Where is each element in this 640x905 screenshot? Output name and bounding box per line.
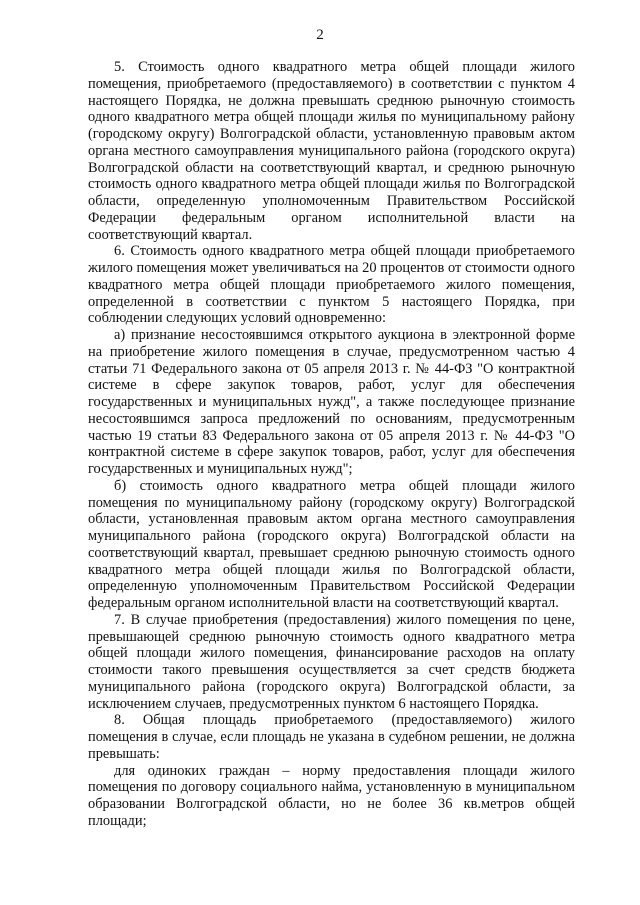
paragraph-8-area-limit: 8. Общая площадь приобретаемого (предоставляемого) жилого помещения в случае, если площадь не указана в судебном решении, не должна превышать:: [88, 712, 575, 762]
page-number: 2: [316, 27, 324, 43]
document-body: [88, 59, 575, 830]
paragraph-6a-auction-condition: а) признание несостоявшимся открытого аукциона в электронной форме на приобретение жилого помещения в случае, предусмотренном частью 4 статьи 71 Федерального закона от 05 апреля 2013 г. № 44-ФЗ "О контрактной системе в сфере закупок товаров, работ, услуг для обеспечения государственных и муниципальных нужд", а также последующее признание несостоявшимся запроса предложений по основаниям, предусмотренным частью 19 статьи 83 Федерального закона от 05 апреля 2013 г. № 44-ФЗ "О контрактной системе в сфере закупок товаров, работ, услуг для обеспечения государственных и муниципальных нужд";: [88, 327, 575, 477]
paragraph-5-market-price-limit: 5. Стоимость одного квадратного метра общей площади жилого помещения, приобретаемого (предоставляемого) в соответствии с пунктом 4 настоящего Порядка, не должна превышать среднюю рыночную стоимость одного квадратного метра общей площади жилья по муниципальному району (городскому округу) Волгоградской области, установленную правовым актом органа местного самоуправления муниципального района (городского округа) Волгоградской области на соответствующий квартал, и среднюю рыночную стоимость одного квадратного метра общей площади жилья по Волгоградской области, определенную уполномоченным Правительством Российской Федерации федеральным органом исполнительной власти на соответствующий квартал.: [88, 59, 575, 243]
paragraph-6b-cost-condition: б) стоимость одного квадратного метра общей площади жилого помещения по муниципальному району (городскому округу) Волгоградской области, установленная правовым актом органа местного самоуправления муниципального района (городского округа) Волгоградской области на соответствующий квартал, превышает среднюю рыночную стоимость одного квадратного метра общей площади жилья по Волгоградской области, определенную уполномоченным Правительством Российской Федерации федеральным органом исполнительной власти на соответствующий квартал.: [88, 477, 575, 611]
paragraph-8-single-citizens: для одиноких граждан – норму предоставления площади жилого помещения по договору социального найма, установленную в муниципальном образовании Волгоградской области, но не более 36 кв.метров общей площади;: [88, 762, 575, 829]
paragraph-7-excess-financing: 7. В случае приобретения (предоставления) жилого помещения по цене, превышающей среднюю рыночную стоимость одного квадратного метра общей площади жилого помещения, финансирование расходов на оплату стоимости такого превышения осуществляется за счет средств бюджета муниципального района (городского округа) Волгоградской области, за исключением случаев, предусмотренных пунктом 6 настоящего Порядка.: [88, 611, 575, 712]
paragraph-6-price-increase: 6. Стоимость одного квадратного метра общей площади приобретаемого жилого помещения может увеличиваться на 20 процентов от стоимости одного квадратного метра общей площади приобретаемого жилого помещения, определенной в соответствии с пунктом 5 настоящего Порядка, при соблюдении следующих условий одновременно:: [88, 243, 575, 327]
